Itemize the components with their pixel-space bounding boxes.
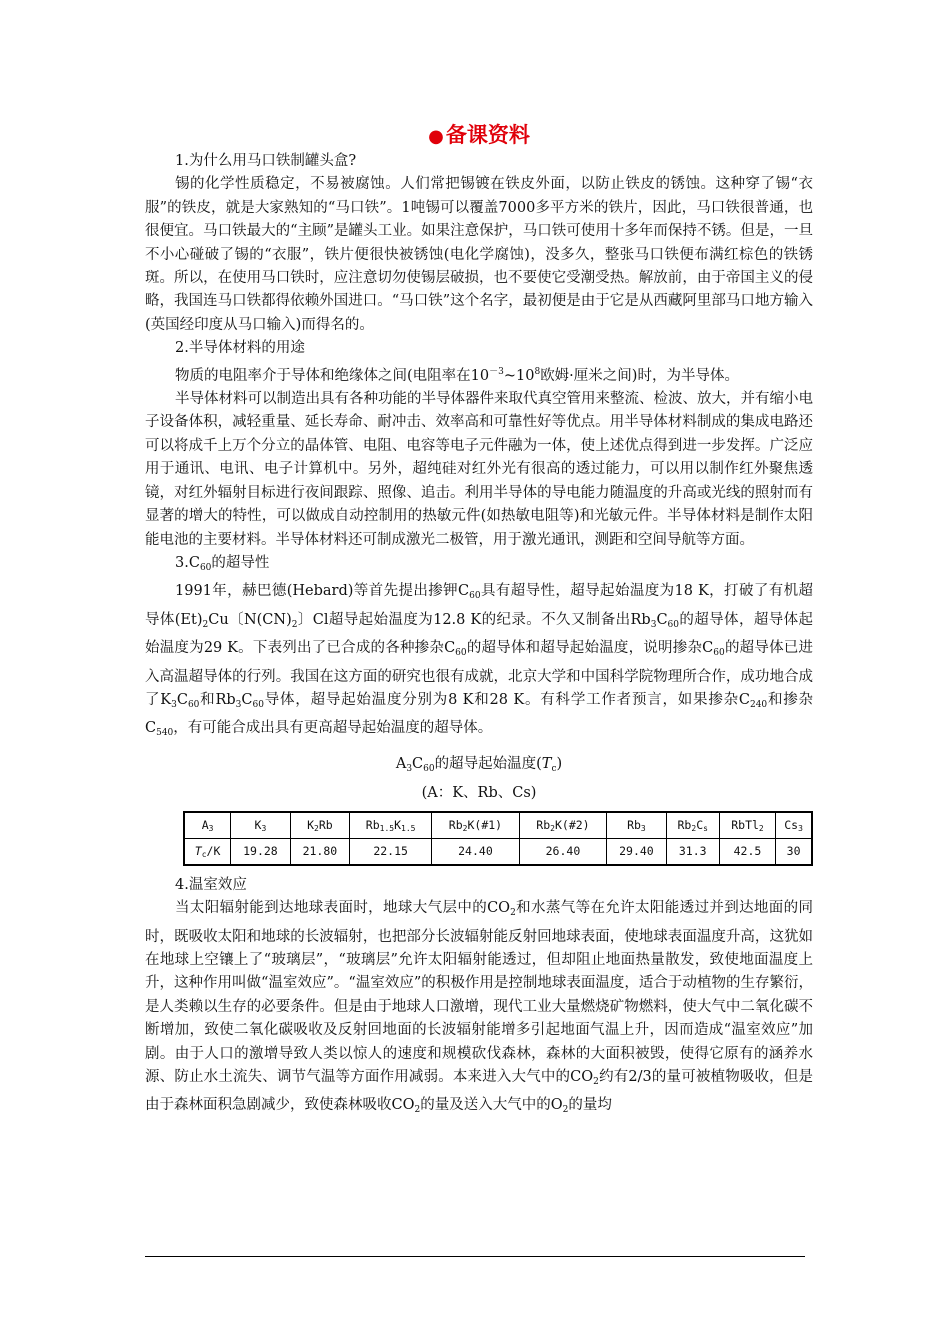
table-header-cell: Rb3: [607, 812, 666, 839]
table-cell: 30: [776, 838, 812, 865]
table-header-cell: Rb1.5K1.5: [350, 812, 432, 839]
table-cell: 29.40: [607, 838, 666, 865]
section-4-heading: 4.温室效应: [175, 876, 247, 893]
section-4-body: 当太阳辐射能到达地球表面时，地球大气层中的$CO_2$和水蒸气等在允许太阳能透过并到达地面的同时，既吸收太阳和地球的长波辐射，也把部分长波辐射能反射回地球表面，使地球表面温度升高，这犹如在地球上空镶上了“玻璃层”，“玻璃层”允许太阳辐射能透过，但却阻止地面热量散发，致使地面温度上升，这种作用叫做“温室效应”。“温室效应”的积极作用是控制地球表面温度，适合于动植物的生存繁衍，是人类赖以生存的必要条件。但是由于地球人口激增，现代工业大量燃烧矿物燃料，使大气中二氧化碳不断增加，致使二氧化碳吸收及反射回地面的长波辐射能增多引起地面气温上升，因而造成“温室效应”加剧。由于人口的激增导致人类以惊人的速度和规模砍伐森林，森林的大面积被毁，使得它原有的涵养水源、防止水土流失、调节气温等方面作用减弱。本来进入大气中的$CO_2$约有2/3的量可被植物吸收，但是由于森林面积急剧减少，致使森林吸收$CO_2$的量及送入大气中的$O_2$的量均: [145, 900, 814, 1116]
section-3-heading: $3.C_{60}$的超导性: [175, 554, 270, 573]
table-row: [184, 838, 812, 865]
section-2-heading: 2.半导体材料的用途: [175, 340, 305, 357]
page-title: ●备课资料: [428, 123, 530, 147]
table-header-row: [184, 812, 812, 839]
section-2-para-2: 半导体材料可以制造出具有各种功能的半导体器件来取代真空管用来整流、检波、放大，并有缩小电子设备体积，减轻重量、延长寿命、耐冲击、效率高和可靠性好等优点。用半导体材料制成的集成电路还可以将成千上万个分立的晶体管、电阻、电容等电子元件融为一体，使上述优点得到进一步发挥。广泛应用于通讯、电讯、电子计算机中。另外，超纯硅对红外光有很高的透过能力，可以用以制作红外聚焦透镜，对红外辐射目标进行夜间跟踪、照像、追击。利用半导体的导电能力随温度的升高或光线的照射而有显著的增大的特性，可以做成自动控制用的热敏元件(如热敏电阻等)和光敏元件。半导体材料是制作太阳能电池的主要材料。半导体材料还可制成激光二极管，用于激光通讯，测距和空间导航等方面。: [145, 391, 813, 548]
table-header-cell: RbTl2: [719, 812, 775, 839]
table-header-cell: K3: [231, 812, 290, 839]
table-caption: $A_3C_{60}$的超导起始温度$(T_c)$: [395, 755, 563, 774]
table-cell: 21.80: [290, 838, 349, 865]
document-page: [145, 118, 813, 1123]
table-row-label: Tc/K: [184, 838, 231, 865]
section-1-body: 锡的化学性质稳定，不易被腐蚀。人们常把锡镀在铁皮外面，以防止铁皮的锈蚀。这种穿了锡“衣服”的铁皮，就是大家熟知的“马口铁”。1吨锡可以覆盖7000多平方米的铁片，因此，马口铁很普通，也很便宜。马口铁最大的“主顾”是罐头工业。如果注意保护，马口铁可使用十多年而保持不锈。但是，一旦不小心碰破了锡的“衣服”，铁片便很快被锈蚀(电化学腐蚀)，没多久，整张马口铁便布满红棕色的铁锈斑。所以，在使用马口铁时，应注意切勿使锡层破损，也不要使它受潮受热。解放前，由于帝国主义的侵略，我国连马口铁都得依赖外国进口。“马口铁”这个名字，最初便是由于它是从西藏阿里部马口地方输入(英国经印度从马口输入)而得名的。: [145, 176, 813, 333]
section-1-heading: 1.为什么用马口铁制罐头盒?: [175, 153, 357, 169]
table-cell: 19.28: [231, 838, 290, 865]
table-header-cell: Rb2Cs: [666, 812, 719, 839]
table-header-cell: Rb2K(#2): [519, 812, 607, 839]
table-cell: 22.15: [350, 838, 432, 865]
table-header-cell: K2Rb: [290, 812, 349, 839]
table-header-cell: A3: [184, 812, 231, 839]
section-2-para-1: 物质的电阻率介于导体和绝缘体之间(电阻率在$10^{-3}\sim 10^8$欧姆·厘米之间)时，为半导体。: [175, 366, 739, 384]
superconductor-table: [183, 811, 813, 866]
table-cell: 24.40: [432, 838, 520, 865]
table-cell: 31.3: [666, 838, 719, 865]
table-cell: 42.5: [719, 838, 775, 865]
bullet-dot-icon: ●: [428, 126, 444, 147]
table-header-cell: Cs3: [776, 812, 812, 839]
section-3-body: 1991年，赫巴德(Hebard)等首先提出掺钾$C_{60}$具有超导性，超导起始温度为18 K，打破了有机超导体$(Et)_2Cu$〔$N(CN)_2$〕Cl超导起始温度为12.8 K的纪录。不久又制备出$Rb_3C_{60}$的超导体，超导体起始温度为29 K。下表列出了已合成的各种掺杂$C_{60}$的超导体和超导起始温度，说明掺杂$C_{60}$的超导体已进入高温超导体的行列。我国在这方面的研究也很有成就，北京大学和中国科学院物理所合作，成功地合成了$K_3C_{60}$和$Rb_3C_{60}$导体，超导起始温度分别为8 K和28 K。有科学工作者预言，如果掺杂$C_{240}$和掺杂$C_{540}$，有可能合成出具有更高超导起始温度的超导体。: [145, 583, 814, 739]
table-header-cell: Rb2K(#1): [432, 812, 520, 839]
table-cell: 26.40: [519, 838, 607, 865]
footer-divider: [145, 1256, 805, 1257]
table-subcaption: (A：K、Rb、Cs): [421, 784, 537, 801]
